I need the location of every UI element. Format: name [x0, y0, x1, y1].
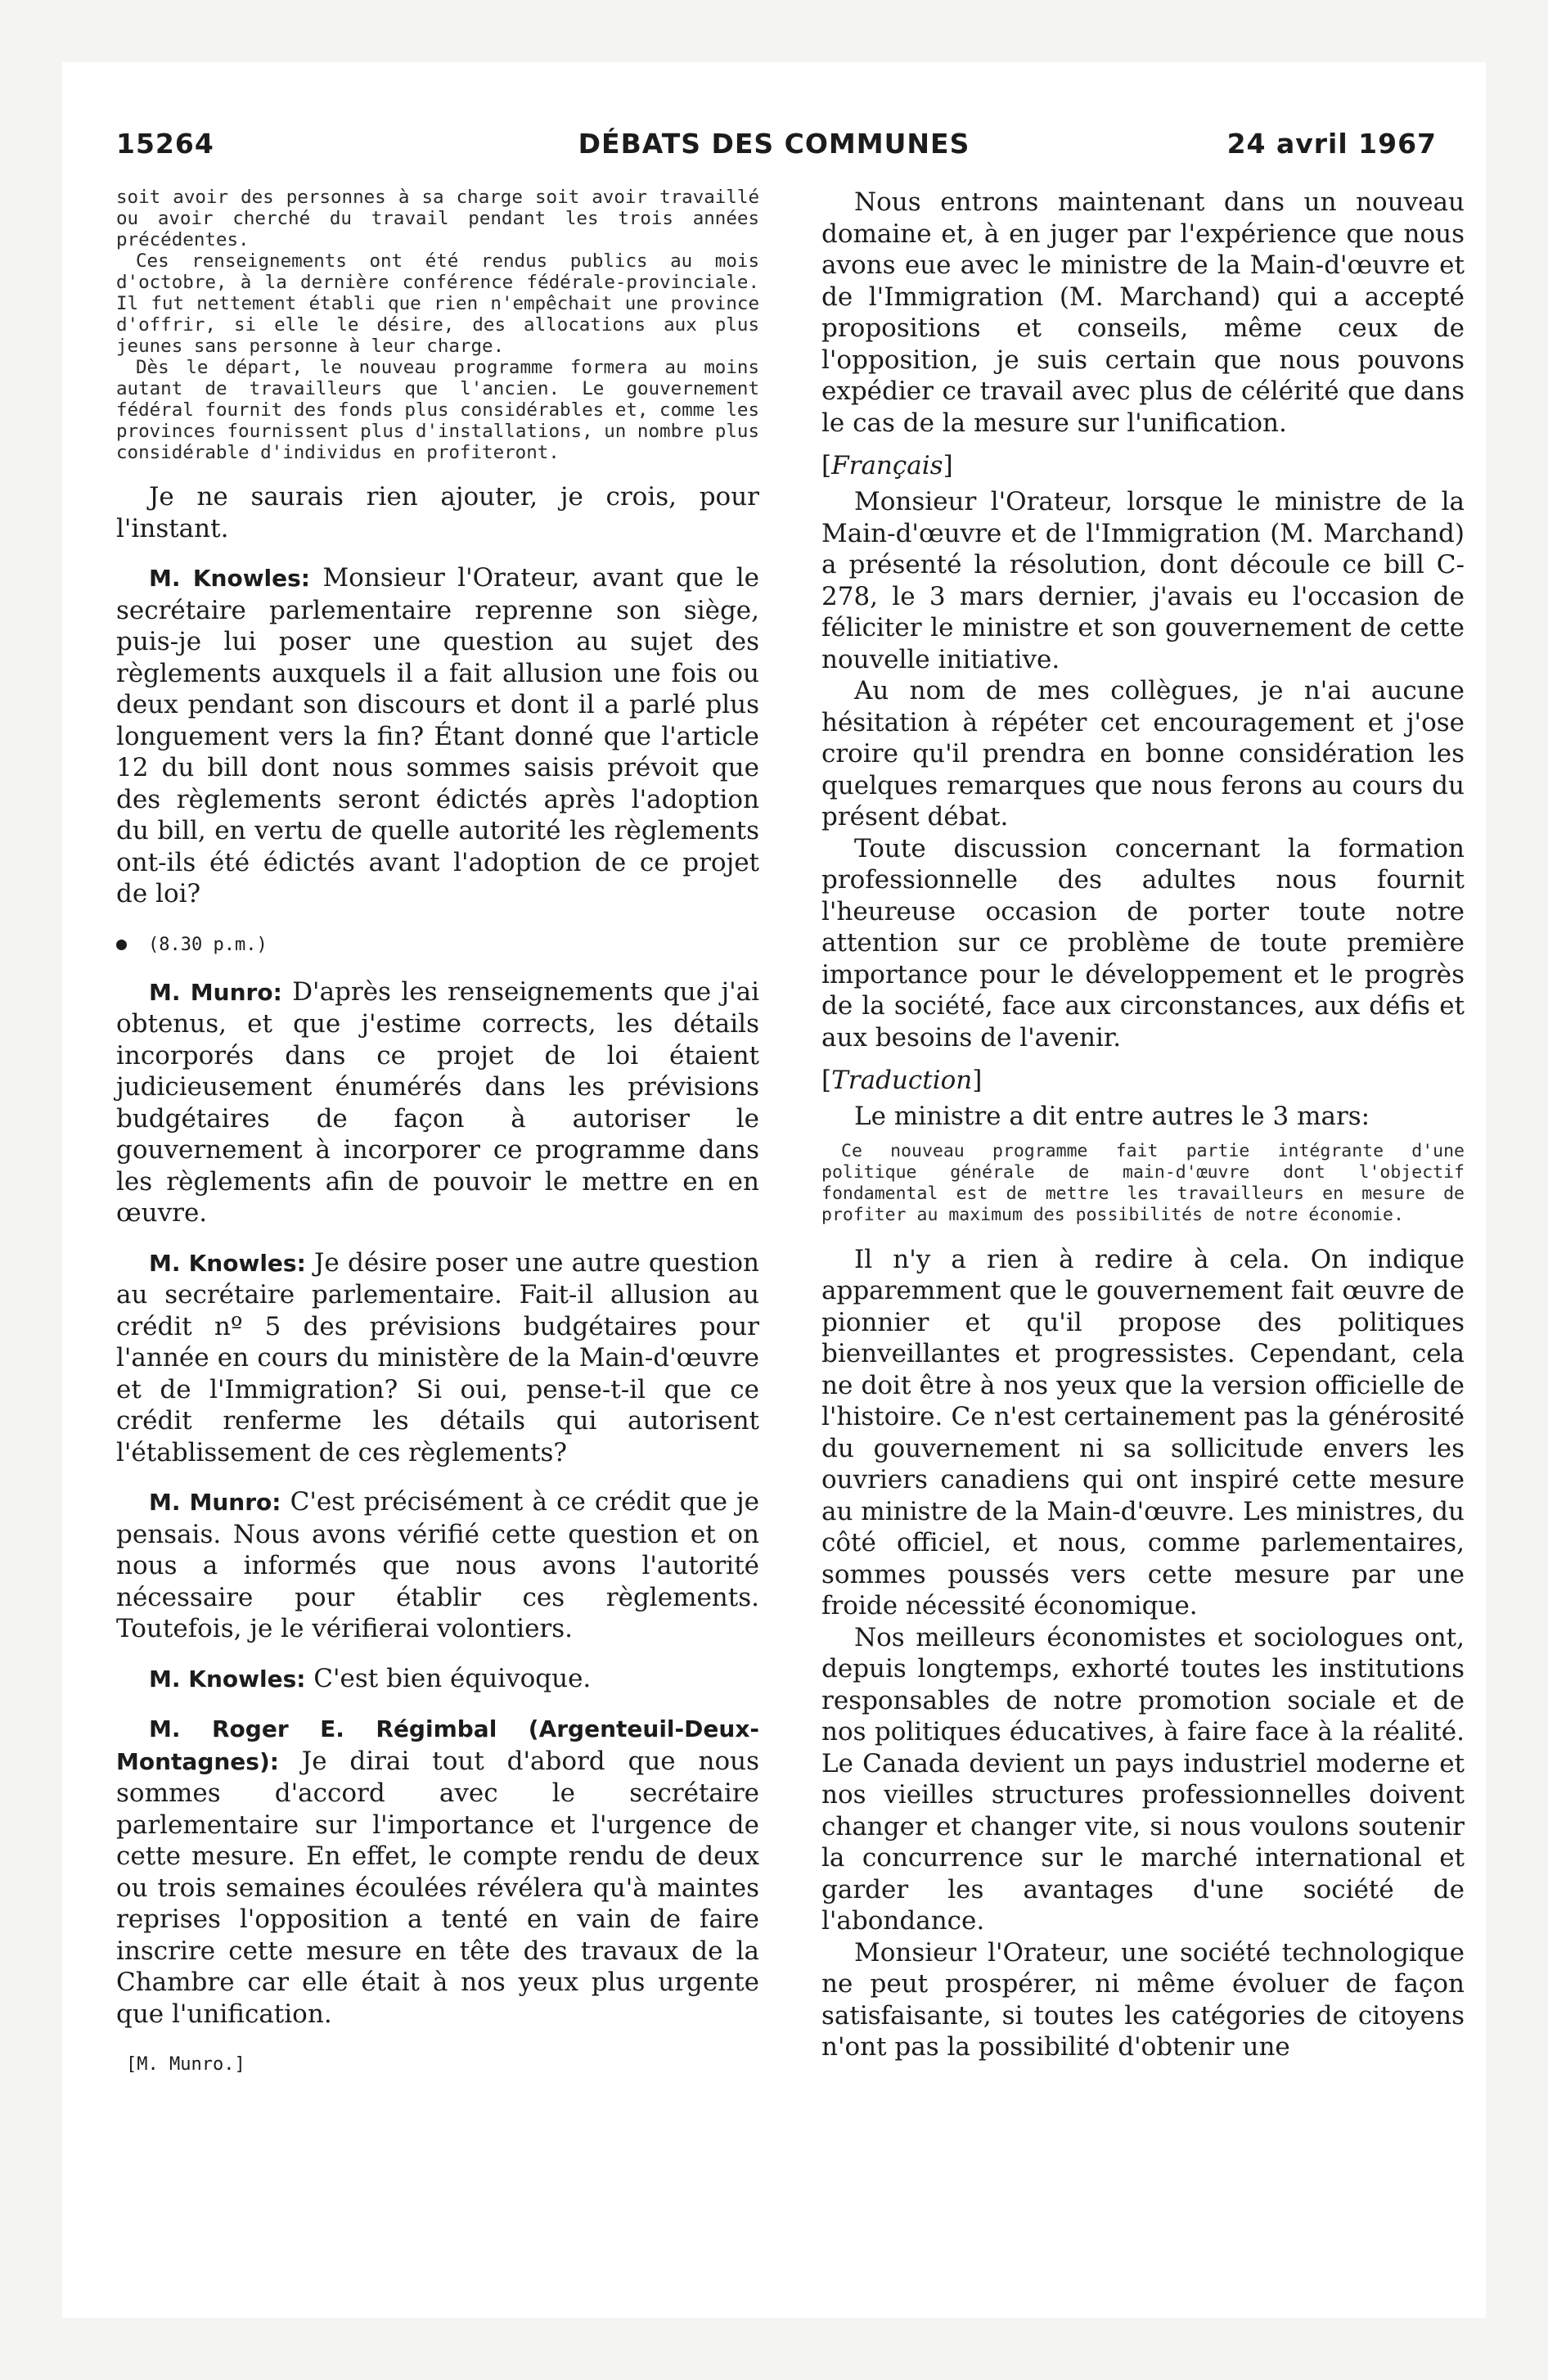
page-title: DÉBATS DES COMMUNES	[578, 128, 970, 160]
page-header	[62, 128, 1486, 169]
timestamp: (8.30 p.m.)	[116, 935, 759, 955]
speech	[116, 562, 759, 910]
hansard-page	[62, 62, 1486, 2318]
paragraph: Dès le départ, le nouveau programme formera au moins autant de travailleurs que l'ancien. Le gouvernement fédéral fournit des fonds plus considérables et, comme les provinces fournissent plus d'installations, un nombre plus considérable d'individus en profiteront.	[116, 357, 759, 463]
speaker-name: M. Knowles:	[149, 1665, 306, 1693]
paragraph: Ces renseignements ont été rendus publics au mois d'octobre, à la dernière conférence fédérale-provinciale. Il fut nettement établi que rien n'empêchait une province d'offrir, si elle le désire, des allocations aux plus jeunes sans personne à leur charge.	[116, 250, 759, 357]
speaker-name: M. Roger E. Régimbal (Argenteuil-Deux-Montagnes):	[116, 1715, 759, 1775]
speech	[116, 1247, 759, 1469]
speech-text: C'est bien équivoque.	[305, 1663, 592, 1693]
language-marker: [Français]	[821, 451, 953, 480]
paragraph: Nos meilleurs économistes et sociologues ont, depuis longtemps, exhorté toutes les institutions responsables de notre promotion sociale et de nos politiques éducatives, à faire face à la réalité. Le Canada devient un pays industriel moderne et nos vieilles structures professionnelles doivent changer et changer vite, si nous voulons soutenir la concurrence sur le marché international et garder les avantages d'une société de l'abondance.	[821, 1622, 1465, 1936]
paragraph: Il n'y a rien à redire à cela. On indique apparemment que le gouvernement fait œuvre de pionnier et qu'il propose des politiques bienveillantes et progressistes. Cependant, cela ne doit être à nos yeux que la version officielle de l'histoire. Ce n'est certainement pas la générosité du gouvernement ni sa sollicitude envers les ouvriers canadiens qui ont inspiré cette mesure au ministre de la Main-d'œuvre. Les ministres, du côté officiel, et nous, comme parlementaires, sommes poussés vers cette mesure par une froide nécessité économique.	[821, 1244, 1465, 1620]
left-column	[116, 187, 759, 2075]
speech-text: Je désire poser une autre question au secrétaire parlementaire. Fait-il allusion au crédit nº 5 des prévisions budgétaires pour l'année en cours du ministère de la Main-d'œuvre et de l'Immigration? Si oui, pense-t-il que ce crédit renferme les détails qui autorisent l'établissement de ces règlements?	[116, 1247, 759, 1467]
speaker-reference: [M. Munro.]	[126, 2054, 245, 2075]
speech-text: Je dirai tout d'abord que nous sommes d'accord avec le secrétaire parlementaire sur l'importance et l'urgence de cette mesure. En effet, le compte rendu de deux ou trois semaines écoulées révélera qu'à maintes reprises l'opposition a tenté en vain de faire inscrire cette mesure en tête des travaux de la Chambre car elle était à nos yeux plus urgente que l'unification.	[116, 1746, 759, 2029]
paragraph: Au nom de mes collègues, je n'ai aucune hésitation à répéter cet encouragement et j'ose croire qu'il prendra en bonne considération les quelques remarques que nous ferons au cours du présent débat.	[821, 676, 1465, 832]
speech	[116, 1486, 759, 1645]
paragraph: Monsieur l'Orateur, lorsque le ministre de la Main-d'œuvre et de l'Immigration (M. Marchand) a présenté la résolution, dont découle ce bill C-278, le 3 mars dernier, j'avais eu l'occasion de féliciter le ministre et son gouvernement de cette nouvelle initiative.	[821, 487, 1465, 674]
speech-text: Monsieur l'Orateur, avant que le secrétaire parlementaire reprenne son siège, puis-je lui poser une question au sujet des règlements auxquels il a fait allusion une fois ou deux pendant son discours et dont il a parlé plus longuement vers la fin? Étant donné que l'article 12 du bill dont nous sommes saisis prévoit que des règlements seront édictés après l'adoption du bill, en vertu de quelle autorité les règlements ont-ils été édictés avant l'adoption de ce projet de loi?	[116, 563, 759, 908]
speaker-name: M. Munro:	[149, 978, 282, 1006]
paragraph: Monsieur l'Orateur, une société technologique ne peut prospérer, ni même évoluer de façon satisfaisante, si toutes les catégories de citoyens n'ont pas la possibilité d'obtenir une	[821, 1937, 1465, 2062]
bullet-icon	[116, 940, 127, 950]
speech-text: D'après les renseignements que j'ai obtenus, et que j'estime corrects, les détails incorporés dans ce projet de loi étaient judicieusement énumérés dans les prévisions budgétaires de façon à autoriser le gouvernement à incorporer ce programme dans les règlements afin de pouvoir le mettre en en œuvre.	[116, 976, 759, 1228]
language-marker: [Traduction]	[821, 1066, 983, 1095]
speech	[116, 976, 759, 1229]
paragraph: Je ne saurais rien ajouter, je crois, pour l'instant.	[116, 482, 759, 543]
block-quote: Ce nouveau programme fait partie intégrante d'une politique générale de main-d'œuvre dont l'objectif fondamental est de mettre les travailleurs en mesure de profiter au maximum des possibilités de notre économie.	[821, 1140, 1465, 1225]
speaker-name: M. Knowles:	[149, 565, 311, 592]
page-date: 24 avril 1967	[1226, 128, 1437, 160]
speaker-name: M. Knowles:	[149, 1249, 306, 1277]
speech	[116, 1713, 759, 2030]
right-column	[821, 187, 1465, 2063]
speech	[116, 1663, 759, 1696]
speech-text: C'est précisément à ce crédit que je pensais. Nous avons vérifié cette question et on nous a informés que nous avons l'autorité nécessaire pour établir ces règlements. Toutefois, je le vérifierai volontiers.	[116, 1487, 759, 1643]
paragraph: Le ministre a dit entre autres le 3 mars:	[854, 1102, 1370, 1131]
paragraph: Nous entrons maintenant dans un nouveau domaine et, à en juger par l'expérience que nous avons eue avec le ministre de la Main-d'œuvre et de l'Immigration (M. Marchand) qui a accepté propositions et conseils, même ceux de l'opposition, je suis certain que nous pouvons expédier ce travail avec plus de célérité que dans le cas de la mesure sur l'unification.	[821, 187, 1465, 438]
paragraph: Toute discussion concernant la formation professionnelle des adultes nous fournit l'heureuse occasion de porter toute notre attention sur ce problème de toute première importance pour le développement et le progrès de la société, face aux circonstances, aux défis et aux besoins de l'avenir.	[821, 833, 1465, 1053]
speaker-name: M. Munro:	[149, 1489, 281, 1516]
page-number: 15264	[116, 128, 214, 160]
paragraph: soit avoir des personnes à sa charge soit avoir travaillé ou avoir cherché du travail pendant les trois années précédentes.	[116, 187, 759, 250]
